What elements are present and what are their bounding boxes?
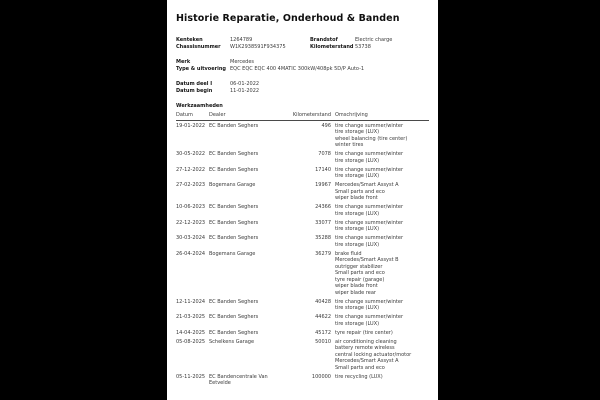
description-line: Small parts and eco <box>335 188 385 195</box>
row-descriptions <box>335 220 429 233</box>
row-descriptions <box>335 123 429 149</box>
vehicle-type-block <box>176 59 429 73</box>
row-descriptions <box>335 235 429 248</box>
row-kilometerstand: 50010 <box>315 338 331 345</box>
type-label: Type & uitvoering <box>176 66 226 72</box>
vehicle-identity-block <box>176 37 429 51</box>
row-kilometerstand: 45172 <box>315 329 331 336</box>
description-line: tire storage (LUX) <box>335 210 380 217</box>
row-kilometerstand: 496 <box>321 122 331 129</box>
row-date: 19-01-2022 <box>176 122 206 129</box>
description-line: tire recycling (LUX) <box>335 373 383 380</box>
table-row <box>176 123 429 149</box>
row-dealer: Schelkens Garage <box>209 338 255 345</box>
description-line: wiper blade front <box>335 283 378 289</box>
spacer <box>176 51 429 59</box>
row-descriptions <box>335 314 429 327</box>
table-row <box>176 299 429 312</box>
row-dealer: EC Banden Seghers <box>209 235 259 241</box>
description-line: battery remote wireless <box>335 345 395 351</box>
brandstof-value: Electric charge <box>355 37 393 43</box>
table-header <box>176 112 429 121</box>
row-dealer: Bogemans Garage <box>209 250 256 257</box>
datum-begin-value: 11-01-2022 <box>230 88 260 94</box>
row-descriptions <box>335 374 429 387</box>
row-descriptions <box>335 299 429 312</box>
column-header-omschrijving: Omschrijving <box>335 112 368 118</box>
description-line: Mercedes/Smart Assyst B <box>335 257 399 263</box>
dates-block <box>176 81 429 95</box>
document-page <box>167 0 438 400</box>
description-line: tyre repair (tire center) <box>335 329 393 336</box>
row-kilometerstand: 24366 <box>315 204 331 210</box>
description-line: tire change summer/winter <box>335 166 404 173</box>
description-line: Mercedes/Smart Assyst A <box>335 358 399 364</box>
description-line: brake fluid <box>335 250 362 257</box>
kenteken-value: 1264789 <box>230 37 253 43</box>
kenteken-label: Kenteken <box>176 37 203 43</box>
description-line: tire change summer/winter <box>335 219 404 226</box>
row-descriptions <box>335 204 429 217</box>
description-line: Mercedes/Smart Assyst A <box>335 182 399 188</box>
spacer <box>176 95 429 103</box>
row-descriptions <box>335 151 429 164</box>
description-line: tire storage (LUX) <box>335 129 380 135</box>
chassisnummer-label: Chassisnummer <box>176 44 221 50</box>
table-row <box>176 374 429 387</box>
description-line: tire storage (LUX) <box>335 320 380 327</box>
row-kilometerstand: 40428 <box>315 298 331 305</box>
row-descriptions <box>335 251 429 297</box>
row-date: 30-03-2024 <box>176 235 206 241</box>
table-row <box>176 330 429 337</box>
row-dealer: EC Banden Seghers <box>209 151 259 157</box>
description-line: tire change summer/winter <box>335 204 404 210</box>
table-row <box>176 167 429 180</box>
row-date: 21-03-2025 <box>176 314 206 320</box>
description-line: wheel balancing (tire center) <box>335 135 408 142</box>
merk-value: Mercedes <box>230 59 255 65</box>
description-line: tire change summer/winter <box>335 298 404 305</box>
column-header-datum: Datum <box>176 112 193 118</box>
row-dealer: EC Banden Seghers <box>209 314 259 320</box>
row-dealer: EC Banden Seghers <box>209 122 259 129</box>
datum-deel-label: Datum deel I <box>176 81 213 87</box>
page-title: Historie Reparatie, Onderhoud & Banden <box>176 13 400 24</box>
description-line: central locking actuator/motor <box>335 351 412 358</box>
row-date: 22-12-2023 <box>176 219 206 226</box>
description-line: tire storage (LUX) <box>335 226 380 232</box>
row-date: 30-05-2022 <box>176 151 206 157</box>
row-kilometerstand: 44622 <box>315 314 331 320</box>
description-line: winter tires <box>335 142 364 148</box>
table-row <box>176 204 429 217</box>
description-line: tire change summer/winter <box>335 235 404 241</box>
row-descriptions <box>335 167 429 180</box>
description-line: Small parts and eco <box>335 270 385 276</box>
datum-begin-label: Datum begin <box>176 88 213 94</box>
row-date: 27-02-2023 <box>176 182 206 188</box>
row-kilometerstand: 100000 <box>311 373 331 380</box>
kilometerstand-value: 53738 <box>355 44 371 50</box>
description-line: tire change summer/winter <box>335 151 404 157</box>
table-row <box>176 220 429 233</box>
description-line: tire storage (LUX) <box>335 173 380 179</box>
row-kilometerstand: 7078 <box>318 151 331 157</box>
datum-deel-value: 06-01-2022 <box>230 81 260 87</box>
row-descriptions <box>335 330 429 337</box>
row-date: 14-04-2025 <box>176 329 206 336</box>
table-row <box>176 314 429 327</box>
description-line: tire storage (LUX) <box>335 157 380 164</box>
column-header-kilometerstand: Kilometerstand <box>292 112 331 118</box>
row-kilometerstand: 19967 <box>315 182 331 188</box>
row-kilometerstand: 36279 <box>315 250 331 257</box>
row-descriptions <box>335 339 429 372</box>
description-line: outrigger stabilizer <box>335 263 383 270</box>
row-dealer: EC Banden Seghers <box>209 298 259 305</box>
table-row <box>176 339 429 372</box>
row-dealer: EC Banden Seghers <box>209 204 259 210</box>
description-line: tire storage (LUX) <box>335 305 380 311</box>
row-descriptions <box>335 182 429 202</box>
description-line: tire change summer/winter <box>335 314 404 320</box>
work-history-table <box>176 123 429 387</box>
table-row <box>176 182 429 202</box>
description-line: wiper blade rear <box>335 289 376 296</box>
table-row <box>176 151 429 164</box>
row-date: 10-06-2023 <box>176 204 206 210</box>
row-dealer: EC Banden Seghers <box>209 329 259 336</box>
spacer <box>176 73 429 81</box>
merk-label: Merk <box>176 59 191 65</box>
brandstof-label: Brandstof <box>310 37 338 43</box>
row-dealer: EC Banden Seghers <box>209 219 259 226</box>
row-kilometerstand: 17140 <box>315 166 331 173</box>
row-date: 27-12-2022 <box>176 166 206 173</box>
type-value: EQC EQC EQC 400 4MATIC 300kW/408pk 5D/P Auto-1 <box>230 66 365 72</box>
description-line: Small parts and eco <box>335 364 385 371</box>
chassisnummer-value: W1K2938591F934375 <box>230 44 286 50</box>
description-line: tyre repair (garage) <box>335 276 385 283</box>
description-line: wiper blade front <box>335 195 378 201</box>
row-kilometerstand: 35288 <box>315 235 331 241</box>
werkzaamheden-section-title: Werkzaamheden <box>176 103 223 109</box>
kilometerstand-label: Kilometerstand <box>310 44 354 50</box>
column-header-dealer: Dealer <box>209 112 226 118</box>
description-line: tire storage (LUX) <box>335 241 380 248</box>
row-dealer: EC Banden Seghers <box>209 166 259 173</box>
row-date: 12-11-2024 <box>176 298 206 305</box>
row-dealer: EC Bandencentrale Van Eetvelde <box>209 373 268 386</box>
table-row <box>176 251 429 297</box>
row-dealer: Bogemans Garage <box>209 182 256 188</box>
description-line: tire change summer/winter <box>335 122 404 129</box>
row-date: 05-11-2025 <box>176 373 206 380</box>
description-line: air conditioning cleaning <box>335 338 397 345</box>
row-date: 26-04-2024 <box>176 250 206 257</box>
table-row <box>176 235 429 248</box>
row-date: 05-08-2025 <box>176 338 206 345</box>
row-kilometerstand: 33077 <box>315 219 331 226</box>
